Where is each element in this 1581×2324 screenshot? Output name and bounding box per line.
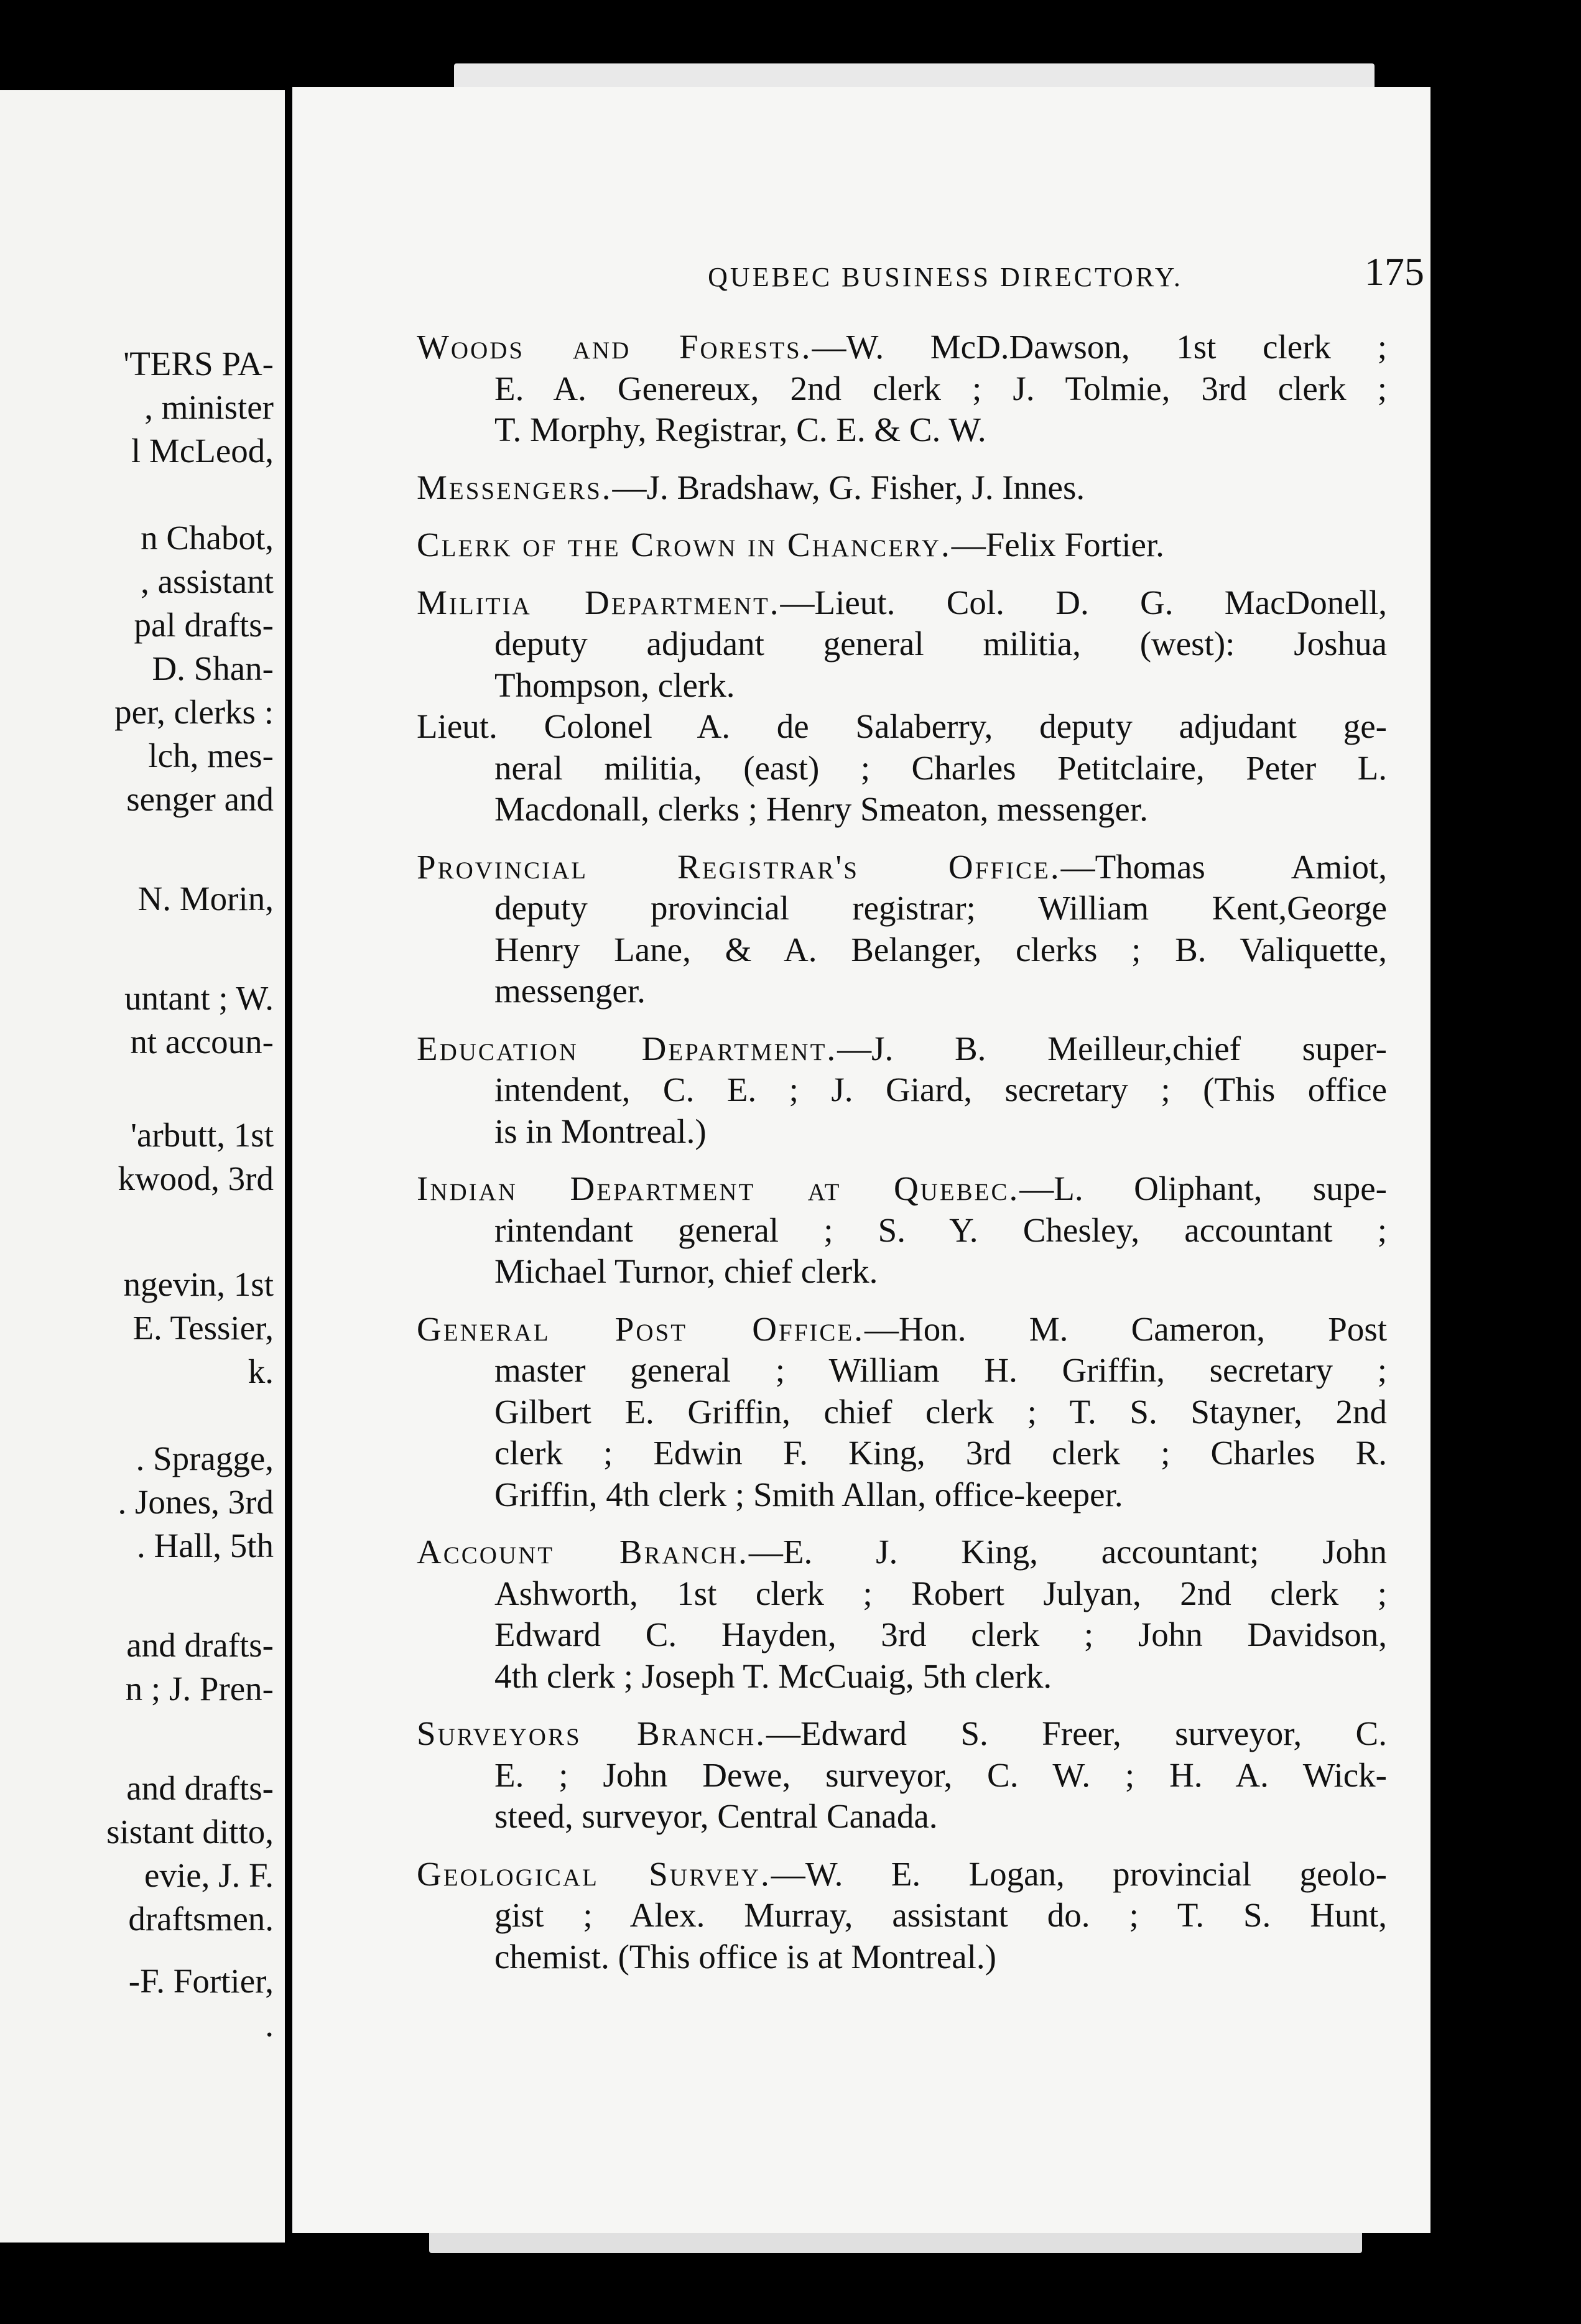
entry-heading: Provincial Registrar's Office. — [417, 847, 1061, 886]
entry-line: —J. B. Meilleur,chief super- — [837, 1029, 1387, 1067]
entry-line: —Felix Fortier. — [951, 526, 1164, 564]
directory-entries — [417, 327, 1387, 1994]
bottom-scan-edge — [429, 2231, 1362, 2253]
left-fragment: sistant ditto, — [106, 1813, 274, 1851]
left-fragment: n Chabot, — [141, 519, 274, 557]
left-fragment: and drafts- — [126, 1626, 274, 1664]
entry-line: Ashworth, 1st clerk ; Robert Julyan, 2nd clerk ; — [494, 1574, 1387, 1612]
left-fragment: , assistant — [141, 562, 274, 600]
left-fragment: and drafts- — [126, 1769, 274, 1807]
directory-entry — [417, 706, 1387, 830]
directory-page — [292, 87, 1430, 2233]
left-fragment: ngevin, 1st — [123, 1265, 274, 1303]
left-fragment: . Spragge, — [136, 1439, 274, 1477]
left-fragment: n ; J. Pren- — [125, 1670, 274, 1708]
entry-line: messenger. — [494, 972, 646, 1010]
directory-entry — [417, 847, 1387, 1012]
left-fragment: lch, mes- — [148, 737, 274, 774]
entry-heading: Indian Department at Quebec. — [417, 1169, 1020, 1207]
entry-line: Lieut. Colonel A. de Salaberry, deputy adjudant ge- — [417, 707, 1387, 745]
left-fragment: evie, J. F. — [144, 1856, 274, 1894]
entry-line: deputy provincial registrar; William Kent,George — [494, 889, 1387, 927]
entry-line: steed, surveyor, Central Canada. — [494, 1797, 938, 1835]
left-fragment: draftsmen. — [128, 1900, 274, 1938]
entry-line: Edward C. Hayden, 3rd clerk ; John Davidson, — [494, 1615, 1387, 1653]
running-head — [603, 249, 1424, 305]
entry-heading: Militia Department. — [417, 583, 781, 621]
left-fragment: untant ; W. — [124, 979, 274, 1017]
entry-heading: Messengers. — [417, 468, 613, 506]
entry-line: Michael Turnor, chief clerk. — [494, 1252, 878, 1290]
directory-entry — [417, 1713, 1387, 1838]
left-fragment: . — [265, 2006, 274, 2043]
entry-line: —Thomas Amiot, — [1060, 847, 1387, 886]
entry-line: Griffin, 4th clerk ; Smith Allan, office-keeper. — [494, 1475, 1123, 1513]
directory-entry — [417, 1309, 1387, 1516]
left-fragment: 'TERS PA- — [123, 345, 274, 383]
entry-line: rintendant general ; S. Y. Chesley, accountant ; — [494, 1211, 1387, 1249]
entry-line: —E. J. King, accountant; John — [748, 1533, 1387, 1571]
entry-line: neral militia, (east) ; Charles Petitclaire, Peter L. — [494, 748, 1387, 787]
left-fragment: k. — [248, 1352, 274, 1390]
entry-line: deputy adjudant general militia, (west): Joshua — [494, 625, 1387, 662]
entry-line: —Hon. M. Cameron, Post — [864, 1309, 1388, 1348]
entry-line: E. ; John Dewe, surveyor, C. W. ; H. A. Wick- — [494, 1755, 1387, 1794]
entry-line: gist ; Alex. Murray, assistant do. ; T. S. Hunt, — [494, 1896, 1387, 1934]
left-fragment: , minister — [144, 388, 274, 426]
directory-entry — [417, 1028, 1387, 1153]
entry-heading: Geological Survey. — [417, 1854, 771, 1893]
entry-heading: Account Branch. — [417, 1533, 749, 1571]
entry-line: —Edward S. Freer, surveyor, C. — [766, 1714, 1387, 1752]
entry-line: 4th clerk ; Joseph T. McCuaig, 5th clerk. — [494, 1657, 1052, 1695]
entry-line: —J. Bradshaw, G. Fisher, J. Innes. — [612, 468, 1085, 506]
left-fragment: -F. Fortier, — [128, 1962, 274, 2000]
entry-heading: Woods and Forests. — [417, 328, 812, 366]
left-fragment: l McLeod, — [131, 432, 274, 470]
directory-entry — [417, 524, 1387, 566]
entry-heading: Clerk of the Crown in Chancery. — [417, 526, 952, 564]
left-fragment: . Jones, 3rd — [118, 1483, 274, 1521]
entry-line: —W. McD.Dawson, 1st clerk ; — [812, 328, 1387, 366]
entry-line: is in Montreal.) — [494, 1112, 707, 1150]
directory-entry — [417, 1168, 1387, 1293]
directory-entry — [417, 1854, 1387, 1978]
entry-line: E. A. Genereux, 2nd clerk ; J. Tolmie, 3rd clerk ; — [494, 369, 1387, 407]
left-fragment: pal drafts- — [134, 606, 274, 644]
entry-heading: Surveyors Branch. — [417, 1714, 767, 1752]
left-fragment: senger and — [126, 780, 274, 818]
left-fragment: E. Tessier, — [132, 1309, 274, 1347]
left-fragment: per, clerks : — [114, 693, 274, 731]
directory-entry — [417, 327, 1387, 451]
entry-line: clerk ; Edwin F. King, 3rd clerk ; Charles R. — [494, 1434, 1387, 1472]
entry-line: intendent, C. E. ; J. Giard, secretary ; (This office — [494, 1071, 1387, 1109]
entry-line: T. Morphy, Registrar, C. E. & C. W. — [494, 411, 986, 449]
page-number: 175 — [1365, 249, 1424, 294]
directory-entry — [417, 582, 1387, 707]
left-page — [0, 90, 285, 2243]
entry-line: Gilbert E. Griffin, chief clerk ; T. S. Stayner, 2nd — [494, 1392, 1387, 1431]
entry-line: Thompson, clerk. — [494, 666, 735, 704]
entry-line: Henry Lane, & A. Belanger, clerks ; B. Valiquette, — [494, 930, 1387, 969]
running-title: QUEBEC BUSINESS DIRECTORY. — [708, 262, 1183, 292]
left-fragment: 'arbutt, 1st — [131, 1116, 274, 1154]
entry-line: Macdonall, clerks ; Henry Smeaton, messenger. — [494, 790, 1148, 828]
left-fragment: nt accoun- — [130, 1023, 274, 1061]
entry-line: —W. E. Logan, provincial geolo- — [771, 1854, 1387, 1893]
directory-entry — [417, 1532, 1387, 1697]
entry-line: chemist. (This office is at Montreal.) — [494, 1937, 996, 1976]
left-fragment: kwood, 3rd — [118, 1160, 274, 1197]
left-fragment: D. Shan- — [152, 649, 274, 687]
entry-line: master general ; William H. Griffin, secretary ; — [494, 1351, 1387, 1389]
entry-heading: Education Department. — [417, 1029, 838, 1067]
entry-heading: General Post Office. — [417, 1309, 865, 1348]
left-fragment: N. Morin, — [137, 880, 274, 918]
left-fragment: . Hall, 5th — [137, 1527, 274, 1564]
directory-entry — [417, 467, 1387, 509]
entry-line: —Lieut. Col. D. G. MacDonell, — [780, 583, 1387, 621]
entry-line: —L. Oliphant, supe- — [1019, 1169, 1387, 1207]
